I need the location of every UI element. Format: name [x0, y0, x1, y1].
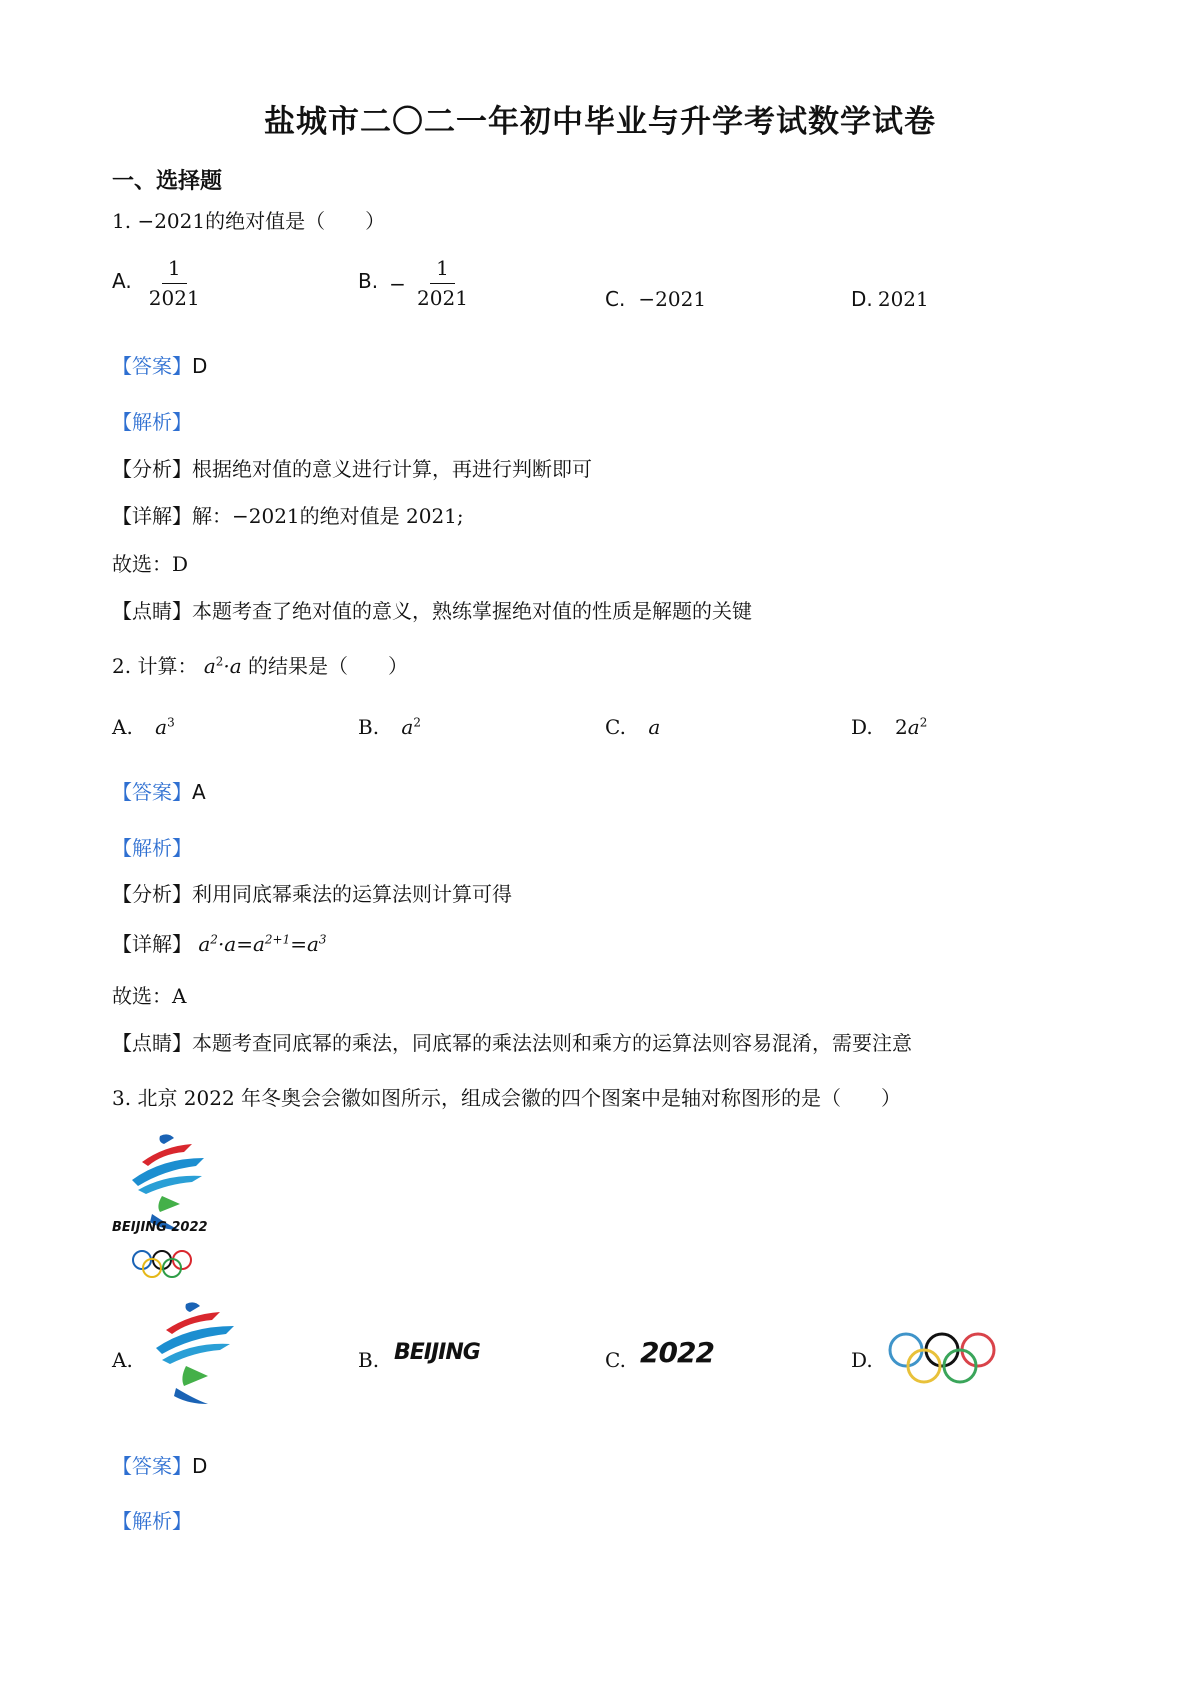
q3-option-b-figure: BEIJING: [394, 1340, 480, 1365]
q3-option-c-figure: 2022: [640, 1336, 714, 1369]
q2-option-d-base: a: [907, 715, 920, 739]
olympic-rings-icon: [888, 1330, 1008, 1390]
q2-stem-base: a: [203, 654, 216, 678]
emblem-text: BEIJING 2022: [112, 1220, 208, 1235]
q1-option-a-fraction: [143, 256, 206, 311]
q2-stem-prefix: 2. 计算：: [112, 654, 198, 678]
q2-xiangjie-exp1: 2: [210, 932, 218, 947]
q3-answer: [112, 1450, 207, 1479]
section-heading: 一、选择题: [112, 168, 223, 194]
q2-xiangjie-exp3: 3: [318, 932, 327, 947]
q1-xiangjie: 【详解】解：−2021的绝对值是 2021;: [112, 504, 464, 528]
q1-option-b-label: B.: [358, 269, 379, 293]
q2-xiangjie-mid: ·a=a: [217, 932, 265, 956]
q1-option-a-label: A.: [112, 269, 132, 293]
q1-guxuan: 故选：D: [112, 552, 189, 576]
q2-option-a-base: a: [155, 715, 168, 739]
q2-xiangjie: [112, 928, 327, 957]
q2-option-c-label: C.: [605, 715, 626, 739]
q1-dianjing: 【点睛】本题考查了绝对值的意义，熟练掌握绝对值的性质是解题的关键: [112, 599, 752, 623]
q3-answer-value: D: [192, 1454, 208, 1478]
page-title: 盐城市二〇二一年初中毕业与升学考试数学试卷: [264, 104, 936, 140]
q2-option-b-label: B.: [358, 715, 380, 739]
q3-stem: 3. 北京 2022 年冬奥会会徽如图所示，组成会徽的四个图案中是轴对称图形的是（ ）: [112, 1086, 902, 1110]
q2-stem-exp: 2: [215, 654, 224, 669]
q2-xiangjie-tag: 【详解】: [112, 932, 192, 956]
q2-stem-suffix: 的结果是（ ）: [248, 654, 409, 678]
q1-option-b-numerator: 1: [430, 256, 455, 284]
q2-option-d-coef: 2: [895, 715, 908, 739]
q2-xiangjie-base: a: [198, 932, 211, 956]
beijing-2022-emblem: [112, 1130, 232, 1280]
q1-option-a: [112, 256, 206, 311]
q2-guxuan: 故选：A: [112, 984, 187, 1008]
q2-fenxi: 【分析】利用同底幂乘法的运算法则计算可得: [112, 882, 512, 906]
q1-fenxi: 【分析】根据绝对值的意义进行计算，再进行判断即可: [112, 457, 592, 481]
q3-option-d-label: D.: [851, 1348, 873, 1372]
q2-xiangjie-eq: =a: [290, 932, 319, 956]
q3-option-a-label: A.: [112, 1348, 133, 1372]
q1-option-a-denominator: 2021: [148, 286, 200, 310]
q2-option-a: [112, 715, 175, 739]
q2-option-b-exp: 2: [413, 715, 421, 730]
olympic-rings-icon: [132, 1248, 252, 1278]
q1-option-b-sign: −: [389, 271, 406, 296]
q2-dianjing: 【点睛】本题考查同底幂的乘法，同底幂的乘法法则和乘方的运算法则容易混淆，需要注意: [112, 1031, 912, 1055]
q2-stem-dot: ·a: [223, 654, 242, 678]
q1-option-c: [605, 287, 706, 311]
q1-answer: [112, 350, 207, 379]
q3-answer-tag: 【答案】: [112, 1454, 192, 1478]
q3-option-c-label: C.: [605, 1348, 626, 1372]
q2-option-c-base: a: [648, 715, 661, 739]
q1-option-b-denominator: 2021: [417, 286, 468, 310]
q2-option-d-label: D.: [851, 715, 873, 739]
emblem-figure-icon: [138, 1300, 248, 1410]
q1-answer-tag: 【答案】: [112, 354, 192, 378]
q2-option-b-base: a: [401, 715, 414, 739]
q1-option-d: [851, 287, 929, 311]
q2-xiangjie-exp2: 2+1: [264, 932, 291, 947]
q1-option-b-fraction: [411, 256, 474, 311]
q1-option-a-numerator: 1: [162, 256, 187, 284]
q2-stem: [112, 650, 408, 679]
q3-analysis-tag: 【解析】: [112, 1509, 192, 1533]
q1-stem: 1. −2021的绝对值是（ ）: [112, 209, 386, 233]
q2-option-b: [358, 715, 421, 739]
q1-option-c-label: C.: [605, 287, 626, 311]
q1-analysis-tag: 【解析】: [112, 410, 192, 434]
q3-option-b-label: B.: [358, 1348, 380, 1372]
q2-option-d-exp: 2: [919, 715, 928, 730]
q2-answer: [112, 776, 206, 805]
q2-answer-value: A: [192, 780, 206, 804]
q2-answer-tag: 【答案】: [112, 780, 192, 804]
q2-option-c: [605, 715, 660, 739]
q2-option-a-exp: 3: [167, 715, 175, 730]
q1-option-c-value: −2021: [638, 287, 707, 311]
q1-answer-value: D: [192, 354, 208, 378]
q2-analysis-tag: 【解析】: [112, 836, 192, 860]
q2-option-a-label: A.: [112, 715, 133, 739]
q3-option-a-figure: [138, 1300, 248, 1410]
q1-option-d-value: 2021: [877, 287, 929, 311]
q1-option-b: [358, 256, 474, 311]
q2-option-d: [851, 715, 927, 739]
q1-option-d-label: D.: [851, 287, 873, 311]
